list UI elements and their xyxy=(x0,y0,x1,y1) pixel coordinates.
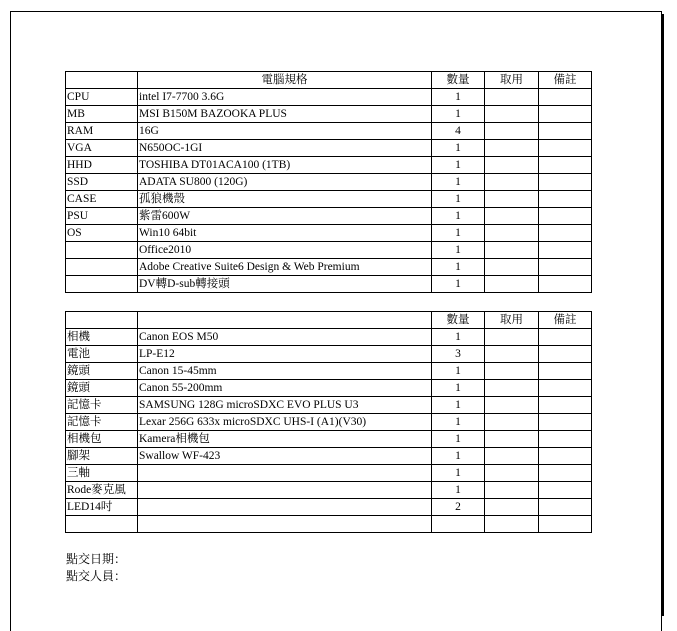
header-item-cell xyxy=(66,312,138,329)
handover-date-label: 點交日期： xyxy=(66,552,127,566)
qty-cell: 1 xyxy=(432,242,485,259)
item-cell xyxy=(66,516,138,533)
spec-cell xyxy=(138,499,432,516)
taken-cell xyxy=(485,106,539,123)
header-note-cell: 備註 xyxy=(539,312,592,329)
header-taken-cell: 取用 xyxy=(485,312,539,329)
table-row xyxy=(66,329,592,346)
item-cell: OS xyxy=(66,225,138,242)
taken-cell xyxy=(485,380,539,397)
item-cell xyxy=(66,259,138,276)
qty-cell: 1 xyxy=(432,208,485,225)
note-cell xyxy=(539,140,592,157)
taken-cell xyxy=(485,174,539,191)
note-cell xyxy=(539,259,592,276)
note-cell xyxy=(539,499,592,516)
table-row xyxy=(66,516,592,533)
item-cell: PSU xyxy=(66,208,138,225)
spec-cell xyxy=(138,465,432,482)
header-note-cell: 備註 xyxy=(539,72,592,89)
qty-cell: 1 xyxy=(432,157,485,174)
qty-cell: 1 xyxy=(432,397,485,414)
qty-cell: 1 xyxy=(432,465,485,482)
note-cell xyxy=(539,329,592,346)
taken-cell xyxy=(485,140,539,157)
qty-cell: 1 xyxy=(432,225,485,242)
item-cell xyxy=(66,242,138,259)
note-cell xyxy=(539,448,592,465)
note-cell xyxy=(539,174,592,191)
table-row xyxy=(66,397,592,414)
qty-cell: 1 xyxy=(432,89,485,106)
qty-cell: 1 xyxy=(432,259,485,276)
item-cell: 三軸 xyxy=(66,465,138,482)
taken-cell xyxy=(485,516,539,533)
table-row xyxy=(66,208,592,225)
spec-cell: Canon 55-200mm xyxy=(138,380,432,397)
spec-cell: Office2010 xyxy=(138,242,432,259)
taken-cell xyxy=(485,499,539,516)
table-row xyxy=(66,259,592,276)
taken-cell xyxy=(485,482,539,499)
table-row xyxy=(66,191,592,208)
taken-cell xyxy=(485,465,539,482)
item-cell: SSD xyxy=(66,174,138,191)
taken-cell xyxy=(485,431,539,448)
item-cell: MB xyxy=(66,106,138,123)
note-cell xyxy=(539,242,592,259)
header-spec-cell: 電腦規格 xyxy=(138,72,432,89)
taken-cell xyxy=(485,329,539,346)
qty-cell: 1 xyxy=(432,174,485,191)
qty-cell: 1 xyxy=(432,431,485,448)
qty-cell: 4 xyxy=(432,123,485,140)
header-taken-cell: 取用 xyxy=(485,72,539,89)
item-cell: 鏡頭 xyxy=(66,380,138,397)
spec-cell xyxy=(138,482,432,499)
taken-cell xyxy=(485,346,539,363)
spec-cell: Adobe Creative Suite6 Design & Web Premium xyxy=(138,259,432,276)
table-row xyxy=(66,123,592,140)
page-shadow xyxy=(662,14,664,616)
note-cell xyxy=(539,414,592,431)
spec-cell: MSI B150M BAZOOKA PLUS xyxy=(138,106,432,123)
qty-cell: 3 xyxy=(432,346,485,363)
taken-cell xyxy=(485,191,539,208)
header-spec-cell xyxy=(138,312,432,329)
computer-spec-table xyxy=(65,71,592,293)
qty-cell: 1 xyxy=(432,191,485,208)
taken-cell xyxy=(485,259,539,276)
table-row xyxy=(66,380,592,397)
spec-cell: TOSHIBA DT01ACA100 (1TB) xyxy=(138,157,432,174)
qty-cell: 1 xyxy=(432,380,485,397)
taken-cell xyxy=(485,89,539,106)
note-cell xyxy=(539,191,592,208)
note-cell xyxy=(539,363,592,380)
taken-cell xyxy=(485,363,539,380)
table-row xyxy=(66,431,592,448)
note-cell xyxy=(539,431,592,448)
item-cell: 記憶卡 xyxy=(66,397,138,414)
item-cell: CASE xyxy=(66,191,138,208)
table-row xyxy=(66,363,592,380)
spec-cell: N650OC-1GI xyxy=(138,140,432,157)
note-cell xyxy=(539,89,592,106)
spec-cell: Lexar 256G 633x microSDXC UHS-I (A1)(V30) xyxy=(138,414,432,431)
table-row xyxy=(66,174,592,191)
camera-equipment-table xyxy=(65,311,592,533)
taken-cell xyxy=(485,208,539,225)
table-row xyxy=(66,346,592,363)
table-header-row xyxy=(66,72,592,89)
taken-cell xyxy=(485,276,539,293)
item-cell xyxy=(66,276,138,293)
qty-cell: 1 xyxy=(432,106,485,123)
note-cell xyxy=(539,482,592,499)
table-header-row xyxy=(66,312,592,329)
note-cell xyxy=(539,346,592,363)
note-cell xyxy=(539,380,592,397)
qty-cell xyxy=(432,516,485,533)
qty-cell: 1 xyxy=(432,140,485,157)
table-row xyxy=(66,225,592,242)
item-cell: VGA xyxy=(66,140,138,157)
qty-cell: 1 xyxy=(432,329,485,346)
spec-cell: Kamera相機包 xyxy=(138,431,432,448)
spec-cell: Canon EOS M50 xyxy=(138,329,432,346)
note-cell xyxy=(539,225,592,242)
note-cell xyxy=(539,465,592,482)
item-cell: 腳架 xyxy=(66,448,138,465)
taken-cell xyxy=(485,242,539,259)
header-qty-cell: 數量 xyxy=(432,312,485,329)
table-row xyxy=(66,414,592,431)
handover-person-label: 點交人員： xyxy=(66,569,127,583)
item-cell: Rode麥克風 xyxy=(66,482,138,499)
taken-cell xyxy=(485,448,539,465)
spec-cell: Canon 15-45mm xyxy=(138,363,432,380)
qty-cell: 1 xyxy=(432,363,485,380)
qty-cell: 1 xyxy=(432,448,485,465)
note-cell xyxy=(539,157,592,174)
taken-cell xyxy=(485,414,539,431)
table-row xyxy=(66,448,592,465)
spec-cell: intel I7-7700 3.6G xyxy=(138,89,432,106)
item-cell: 記憶卡 xyxy=(66,414,138,431)
taken-cell xyxy=(485,397,539,414)
item-cell: HHD xyxy=(66,157,138,174)
table-row xyxy=(66,242,592,259)
spec-cell: ADATA SU800 (120G) xyxy=(138,174,432,191)
item-cell: RAM xyxy=(66,123,138,140)
table-row xyxy=(66,89,592,106)
item-cell: LED14吋 xyxy=(66,499,138,516)
table-row xyxy=(66,157,592,174)
note-cell xyxy=(539,397,592,414)
taken-cell xyxy=(485,157,539,174)
table-row xyxy=(66,140,592,157)
spec-cell: LP-E12 xyxy=(138,346,432,363)
item-cell: 相機 xyxy=(66,329,138,346)
note-cell xyxy=(539,106,592,123)
spec-cell: 紫雷600W xyxy=(138,208,432,225)
table-row xyxy=(66,106,592,123)
table-row xyxy=(66,465,592,482)
item-cell: CPU xyxy=(66,89,138,106)
qty-cell: 1 xyxy=(432,276,485,293)
spec-cell: Swallow WF-423 xyxy=(138,448,432,465)
note-cell xyxy=(539,516,592,533)
taken-cell xyxy=(485,225,539,242)
spec-cell: Win10 64bit xyxy=(138,225,432,242)
header-item-cell xyxy=(66,72,138,89)
item-cell: 相機包 xyxy=(66,431,138,448)
spec-cell: 16G xyxy=(138,123,432,140)
item-cell: 鏡頭 xyxy=(66,363,138,380)
note-cell xyxy=(539,276,592,293)
note-cell xyxy=(539,123,592,140)
qty-cell: 1 xyxy=(432,414,485,431)
qty-cell: 2 xyxy=(432,499,485,516)
qty-cell: 1 xyxy=(432,482,485,499)
table-row xyxy=(66,482,592,499)
spec-cell: SAMSUNG 128G microSDXC EVO PLUS U3 xyxy=(138,397,432,414)
taken-cell xyxy=(485,123,539,140)
spec-cell xyxy=(138,516,432,533)
spec-cell: 孤狼機殼 xyxy=(138,191,432,208)
table-row xyxy=(66,499,592,516)
spec-cell: DV轉D-sub轉接頭 xyxy=(138,276,432,293)
item-cell: 電池 xyxy=(66,346,138,363)
table-row xyxy=(66,276,592,293)
note-cell xyxy=(539,208,592,225)
header-qty-cell: 數量 xyxy=(432,72,485,89)
